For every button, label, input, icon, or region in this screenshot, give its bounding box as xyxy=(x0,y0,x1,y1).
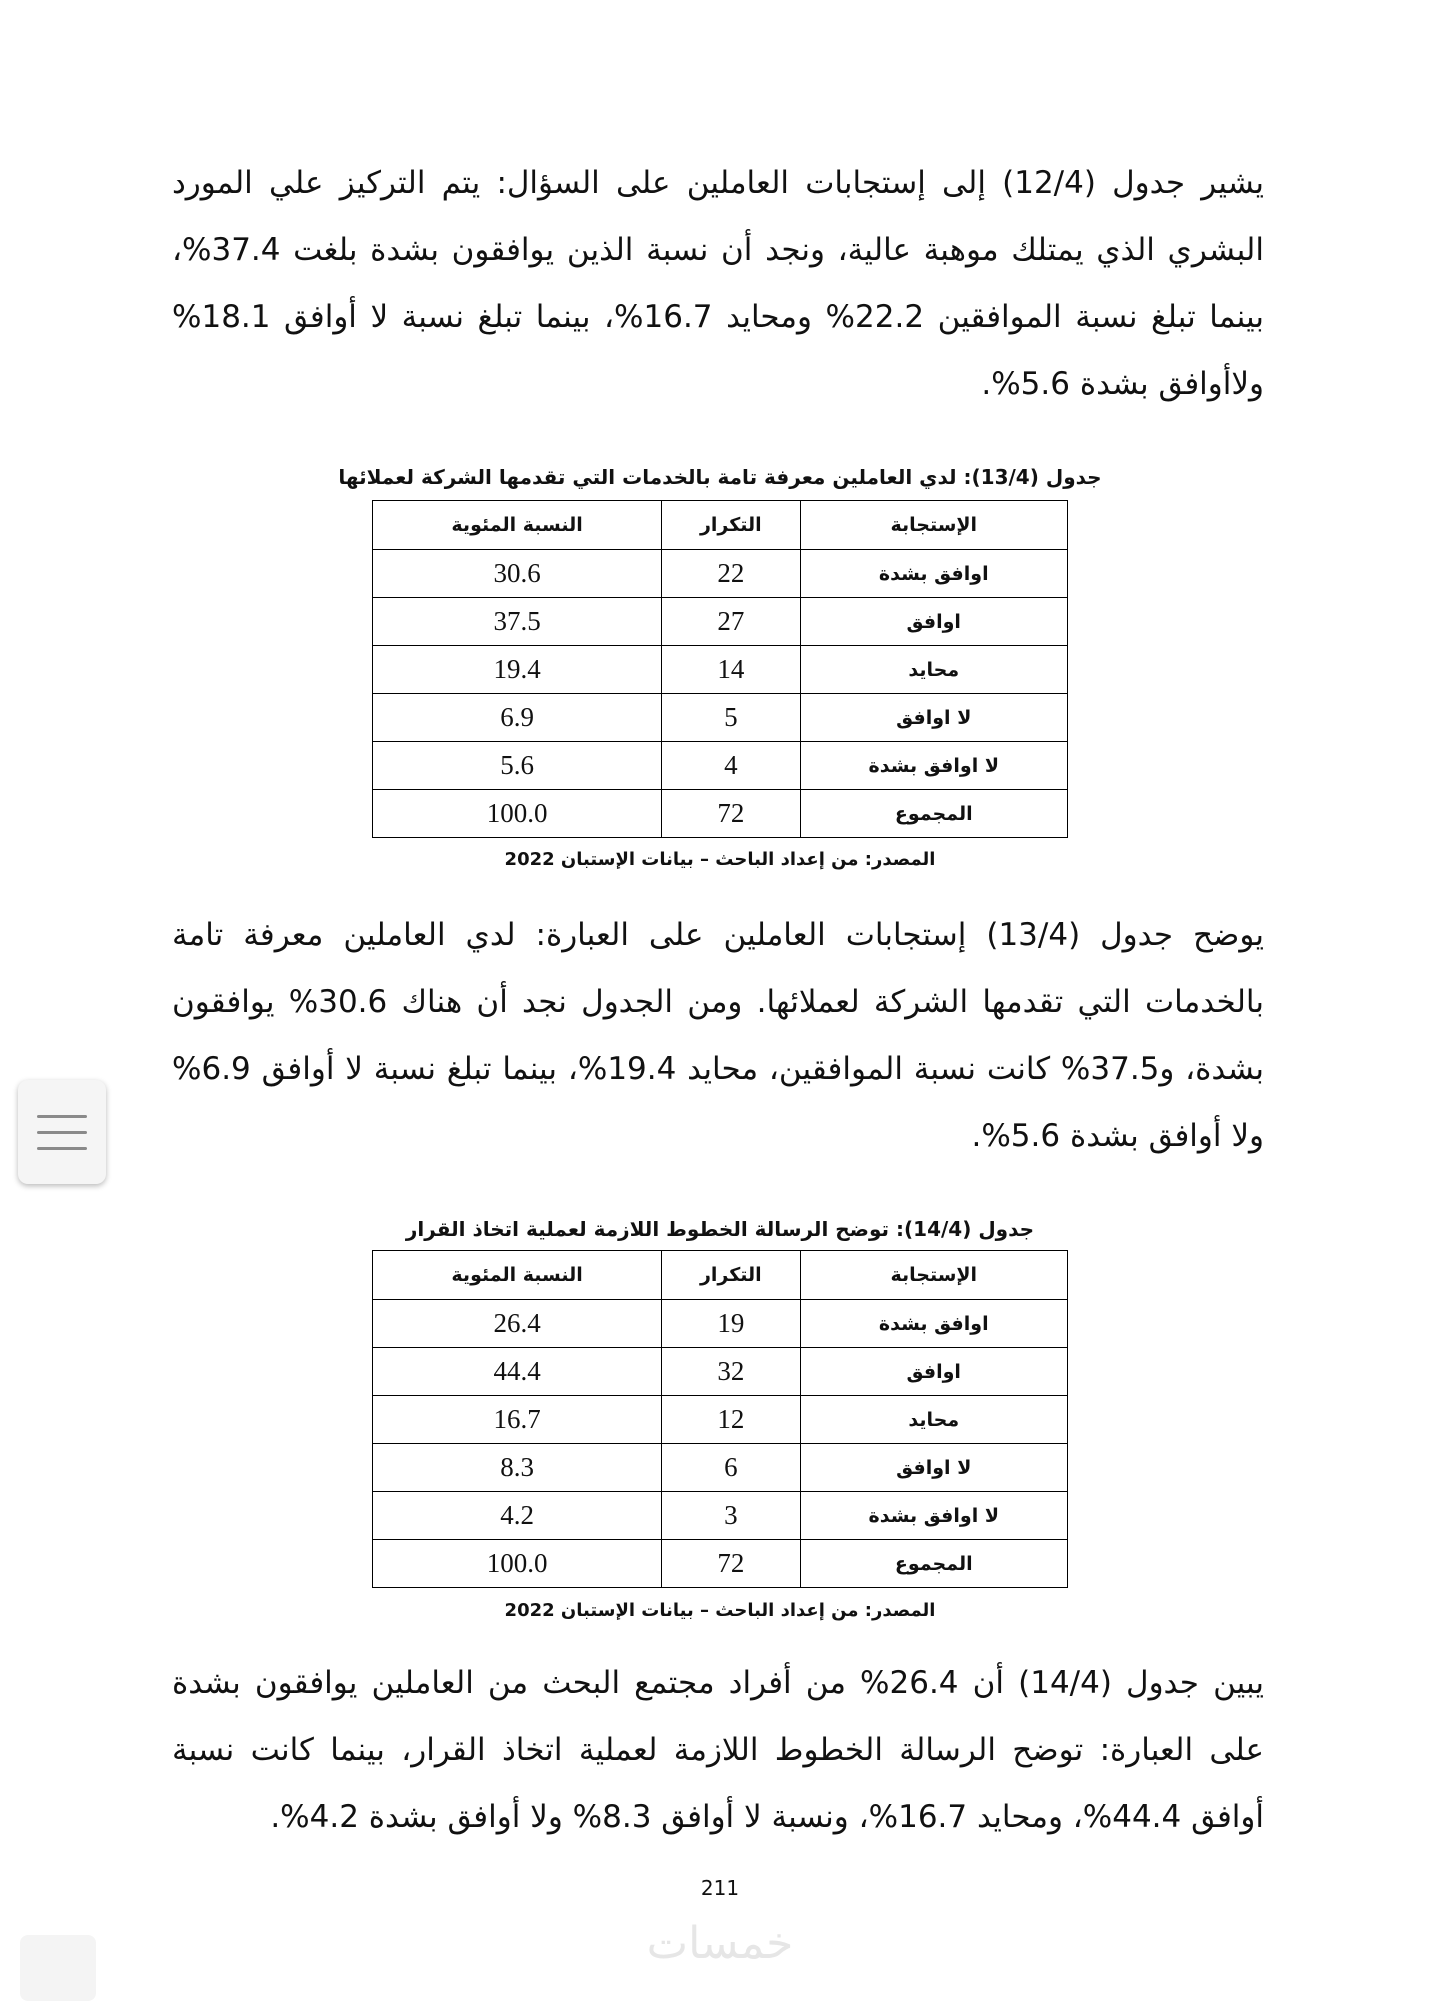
paragraph-3-text: يبين جدول (14/4) أن 26.4% من أفراد مجتمع البحث من العاملين يوافقون بشدة على العبارة: توضح الرسالة الخطوط اللازمة لعملية اتخاذ القرار، بينما كانت نسبة أوافق 44.4%، ومحايد 16.7%، ونسبة لا أوافق 8.3% ولا أوافق بشدة 4.2%. xyxy=(172,1665,1265,1835)
cell-percent: 19.4 xyxy=(373,646,662,694)
table-row xyxy=(373,550,1068,598)
cell-frequency: 12 xyxy=(662,1396,800,1444)
cell-frequency: 32 xyxy=(662,1348,800,1396)
paragraph-3 xyxy=(172,1650,1264,1851)
table-row xyxy=(373,1444,1068,1492)
cell-response: لا اوافق xyxy=(800,694,1067,742)
header-response: الإستجابة xyxy=(800,1251,1067,1300)
table-header-row xyxy=(373,1251,1068,1300)
header-response: الإستجابة xyxy=(800,501,1067,550)
table-header-row xyxy=(373,501,1068,550)
cell-percent: 26.4 xyxy=(373,1300,662,1348)
cell-frequency: 3 xyxy=(662,1492,800,1540)
cell-response: اوافق xyxy=(800,1348,1067,1396)
table-row xyxy=(373,694,1068,742)
header-percent: النسبة المئوية xyxy=(373,501,662,550)
cell-frequency: 5 xyxy=(662,694,800,742)
cell-percent: 16.7 xyxy=(373,1396,662,1444)
table-total-row xyxy=(373,790,1068,838)
cell-response: لا اوافق بشدة xyxy=(800,742,1067,790)
page-number: 211 xyxy=(700,1876,740,1900)
table-1 xyxy=(372,500,1068,838)
cell-percent: 44.4 xyxy=(373,1348,662,1396)
table-row xyxy=(373,598,1068,646)
cell-percent: 30.6 xyxy=(373,550,662,598)
cell-response: لا اوافق xyxy=(800,1444,1067,1492)
header-percent: النسبة المئوية xyxy=(373,1251,662,1300)
cell-frequency: 4 xyxy=(662,742,800,790)
table-row xyxy=(373,1300,1068,1348)
table-row xyxy=(373,646,1068,694)
table-total-row xyxy=(373,1540,1068,1588)
cell-percent: 5.6 xyxy=(373,742,662,790)
cell-percent: 4.2 xyxy=(373,1492,662,1540)
cell-response: محايد xyxy=(800,646,1067,694)
cell-response: المجموع xyxy=(800,1540,1067,1588)
cell-percent: 6.9 xyxy=(373,694,662,742)
cell-frequency: 6 xyxy=(662,1444,800,1492)
cell-percent: 37.5 xyxy=(373,598,662,646)
floating-menu-button[interactable] xyxy=(18,1080,106,1184)
watermark-logo: خمسات xyxy=(646,1918,794,1969)
cell-response: اوافق بشدة xyxy=(800,550,1067,598)
cell-frequency: 72 xyxy=(662,790,800,838)
table-row xyxy=(373,1396,1068,1444)
hamburger-menu-icon-line xyxy=(37,1147,87,1150)
header-frequency: التكرار xyxy=(662,1251,800,1300)
corner-button[interactable] xyxy=(20,1935,96,2001)
cell-frequency: 72 xyxy=(662,1540,800,1588)
cell-frequency: 22 xyxy=(662,550,800,598)
hamburger-menu-icon-line xyxy=(37,1131,87,1134)
cell-percent: 8.3 xyxy=(373,1444,662,1492)
cell-frequency: 14 xyxy=(662,646,800,694)
table-row xyxy=(373,1348,1068,1396)
table-1-caption: جدول (13/4): لدي العاملين معرفة تامة بالخدمات التي تقدمها الشركة لعملائها xyxy=(338,465,1102,489)
cell-frequency: 27 xyxy=(662,598,800,646)
header-frequency: التكرار xyxy=(662,501,800,550)
cell-percent: 100.0 xyxy=(373,1540,662,1588)
cell-response: اوافق xyxy=(800,598,1067,646)
cell-response: محايد xyxy=(800,1396,1067,1444)
table-row xyxy=(373,742,1068,790)
cell-frequency: 19 xyxy=(662,1300,800,1348)
paragraph-2-text: يوضح جدول (13/4) إستجابات العاملين على العبارة: لدي العاملين معرفة تامة بالخدمات التي تقدمها الشركة لعملائها. ومن الجدول نجد أن هناك 30.6% يوافقون بشدة، و37.5% كانت نسبة الموافقين، محايد 19.4%، بينما تبلغ نسبة لا أوافق 6.9% ولا أوافق بشدة 5.6%. xyxy=(172,917,1264,1154)
cell-response: المجموع xyxy=(800,790,1067,838)
hamburger-menu-icon xyxy=(37,1115,87,1118)
paragraph-2 xyxy=(172,902,1264,1170)
cell-response: لا اوافق بشدة xyxy=(800,1492,1067,1540)
cell-response: اوافق بشدة xyxy=(800,1300,1067,1348)
cell-percent: 100.0 xyxy=(373,790,662,838)
paragraph-1-text: يشير جدول (12/4) إلى إستجابات العاملين على السؤال: يتم التركيز علي المورد البشري الذي يمتلك موهبة عالية، ونجد أن نسبة الذين يوافقون بشدة بلغت 37.4%، بينما تبلغ نسبة الموافقين 22.2% ومحايد 16.7%، بينما تبلغ نسبة لا أوافق 18.1% ولاأوافق بشدة 5.6%. xyxy=(172,165,1264,402)
table-2-source: المصدر: من إعداد الباحث – بيانات الإستبان 2022 xyxy=(504,1600,936,1621)
table-2 xyxy=(372,1250,1068,1588)
table-row xyxy=(373,1492,1068,1540)
paragraph-1 xyxy=(172,150,1264,418)
table-1-source: المصدر: من إعداد الباحث – بيانات الإستبان 2022 xyxy=(504,849,936,870)
table-2-caption: جدول (14/4): توضح الرسالة الخطوط اللازمة لعملية اتخاذ القرار xyxy=(405,1217,1035,1241)
